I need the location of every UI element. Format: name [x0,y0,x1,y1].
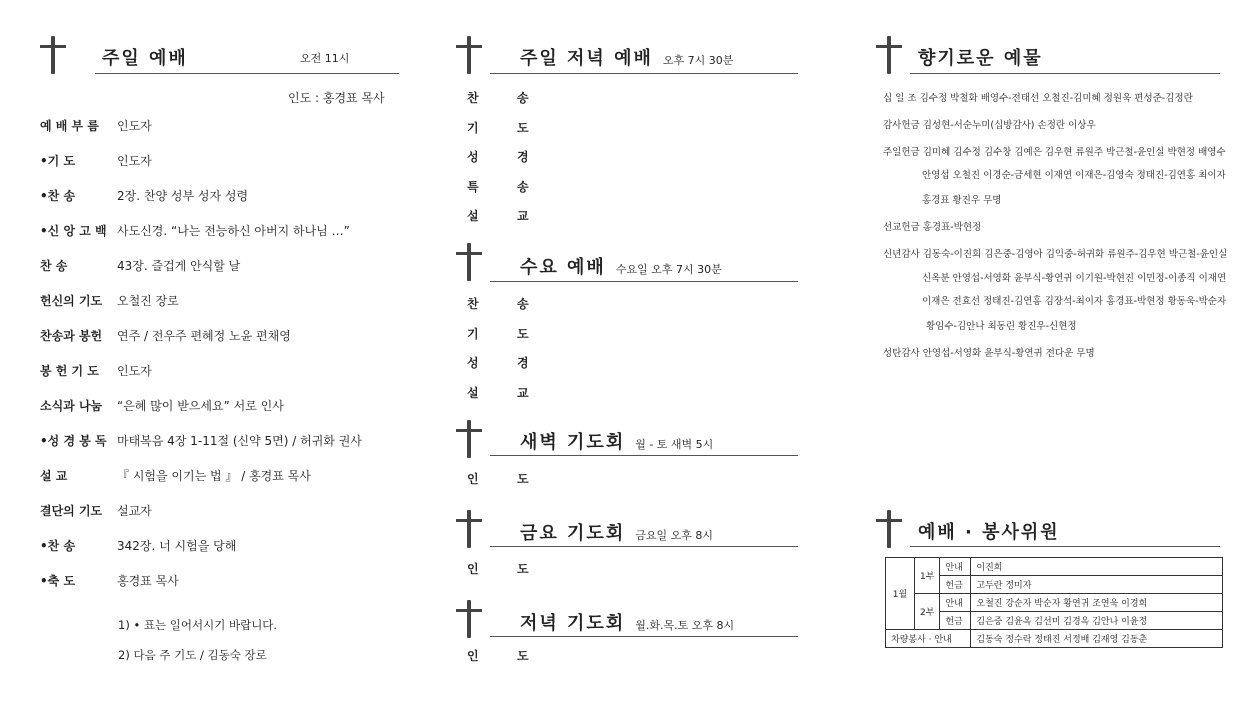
cross-icon [456,510,482,548]
order-item [40,502,152,519]
order-item-value: 인도자 [117,364,152,378]
order-item [40,362,152,379]
order-item [40,572,179,589]
item-label-first: 인 [467,562,479,576]
item-label-second: 도 [517,649,529,663]
order-item-value: 오철진 장로 [117,294,179,308]
order-item-value: 342장. 너 시험을 당해 [117,539,237,553]
service-time: 오전 11시 [300,52,350,65]
order-item-label: •축 도 [40,574,76,588]
offering-line: 황임수-김안나 최동린 황진우-신현정 [926,321,1077,332]
order-item [40,432,362,449]
divider [490,636,798,637]
order-item-label: 찬 송 [40,259,68,273]
order-item [40,187,248,204]
divider [910,73,1220,74]
order-item-label: •성 경 봉 독 [40,434,107,448]
order-item-label: 헌신의 기도 [40,294,103,308]
offering-line: 이재은 전효선 정태진-김연홍 김장석-최이자 홍경표-박현정 황동욱-박순자 [922,296,1227,307]
cross-icon [40,36,66,74]
role-cell: 헌금 [940,576,971,594]
item-label-first: 설 [467,385,479,400]
divider [910,546,1220,547]
role-cell: 안내 [940,594,971,612]
order-item-label: 결단의 기도 [40,504,103,518]
cross-icon [456,420,482,458]
volunteers-table [885,557,1223,648]
section-title: 금요 기도회 금요일 오후 8시 [520,523,713,544]
order-item [40,222,350,239]
names-cell: 오철진 강순자 박순자 황연귀 조연욱 이경희 [971,594,1223,612]
order-item-value: 43장. 즐겁게 안식할 날 [117,259,241,273]
item-label-second: 도 [517,326,529,341]
item-label-first: 특 [467,179,479,194]
order-item-label: •찬 송 [40,189,76,203]
order-item [40,537,236,554]
order-item-value: 『 시험을 이기는 법 』 / 홍경표 목사 [117,469,311,483]
order-item-value: 홍경표 목사 [117,574,179,588]
divider [490,281,798,282]
offering-line: 신옥분 안영섭-서영화 윤부식-황연귀 이기원-박현진 이민정-이종직 이재연 [922,273,1227,284]
section-title: 주일 예배 [102,48,188,69]
names-cell: 김은중 김윤옥 김선미 김경옥 김안나 이윤정 [971,612,1223,630]
order-item [40,397,284,414]
order-item-label: 설 교 [40,469,68,483]
item-label-second: 도 [517,472,529,486]
order-item-label: 소식과 나눔 [40,399,103,413]
item-label-second: 송 [517,297,529,311]
order-item-label: •신 앙 고 백 [40,224,107,238]
note: 1) • 표는 일어서시기 바랍니다. [118,618,278,632]
order-item-label: •기 도 [40,154,76,168]
order-item-value: 2장. 찬양 성부 성자 성령 [117,189,249,203]
item-label-first: 성 [467,356,479,370]
role-cell: 안내 [940,558,971,576]
order-item [40,467,311,484]
note: 2) 다음 주 기도 / 김동숙 장로 [118,648,267,662]
item-label-second: 교 [517,385,529,400]
item-label-second: 도 [517,120,529,135]
order-item-value: “은혜 많이 받으세요” 서로 인사 [117,399,284,413]
section-title: 새벽 기도회 월 - 토 새벽 5시 [520,432,714,453]
item-label-first: 기 [467,120,479,135]
item-label-second: 교 [517,209,529,223]
offering-line: 안영섭 오철진 이경순-금세현 이재연 이재은-김영숙 정태진-김연홍 최이자 [922,170,1226,181]
order-item-value: 사도신경. “나는 전능하신 아버지 하나님 …” [117,224,350,238]
offering-line: 성탄감사 안영섭-서영화 윤부식-황연귀 전다운 무명 [883,348,1095,359]
service-leader: 인도 : 홍경표 목사 [288,91,385,105]
cross-icon [876,510,902,548]
month-cell: 1월 [886,558,915,630]
offering-line: 홍경표 황진우 무명 [922,195,1002,206]
item-label-second: 경 [517,356,529,370]
order-item [40,117,152,134]
order-item [40,257,240,274]
divider [490,455,798,456]
order-item-label: 예 배 부 름 [40,119,99,133]
role-cell: 헌금 [940,612,971,630]
order-item-label: •찬 송 [40,539,76,553]
order-item-value: 인도자 [117,119,152,133]
item-label-second: 경 [517,150,529,164]
offering-line: 신년감사 김동숙-이진희 김은중-김영아 김익중-허귀화 류원주-김우현 박근철-윤인실 [883,249,1228,260]
item-label-second: 송 [517,91,529,105]
item-label-first: 설 [467,209,479,223]
divider [490,546,798,547]
order-item [40,152,152,169]
item-label-first: 인 [467,649,479,663]
section-title: 주일 저녁 예배 오후 7시 30분 [520,48,734,69]
cross-icon [456,600,482,638]
part-cell: 1부 [915,558,940,594]
order-item-value: 인도자 [117,154,152,168]
order-item-value: 마태복음 4장 1-11절 (신약 5면) / 허귀화 권사 [117,434,362,448]
order-item [40,327,291,344]
section-title: 향기로운 예물 [918,48,1043,69]
divider [490,73,798,74]
item-label-first: 성 [467,150,479,164]
divider [95,73,399,74]
item-label-second: 도 [517,562,529,576]
driver-label-cell: 차량봉사 · 안내 [886,630,971,648]
offering-line: 선교헌금 홍경표-박현정 [883,222,982,233]
section-title: 예배 · 봉사위원 [918,522,1060,543]
offering-line: 감사헌금 김성현-서순누미(십방감사) 손정란 이상우 [883,120,1096,131]
names-cell: 김동숙 정수락 정태진 서정배 김재영 김동춘 [971,630,1223,648]
item-label-first: 기 [467,326,479,341]
offering-line: 주일헌금 김미혜 김수정 김수창 김예은 김우현 류원주 박근철-윤인실 박현정 배영수 [883,147,1226,158]
cross-icon [456,36,482,74]
offering-line: 십 일 조 김수정 박철화 배영수-전태선 오철진-김미혜 정원욱 편성준-김정란 [883,93,1193,104]
cross-icon [876,36,902,74]
names-cell: 이진희 [971,558,1223,576]
order-item-label: 찬송과 봉헌 [40,329,103,343]
order-item-label: 봉 헌 기 도 [40,364,99,378]
item-label-first: 찬 [467,297,479,311]
item-label-second: 송 [517,179,529,194]
names-cell: 고두란 정미자 [971,576,1223,594]
order-item-value: 연주 / 전우주 편혜정 노윤 편채영 [117,329,291,343]
item-label-first: 찬 [467,91,479,105]
cross-icon [456,243,482,281]
section-title: 저녁 기도회 월.화.목.토 오후 8시 [520,613,735,634]
section-title: 수요 예배 수요일 오후 7시 30분 [520,257,722,278]
part-cell: 2부 [915,594,940,630]
item-label-first: 인 [467,472,479,486]
order-item [40,292,179,309]
order-item-value: 설교자 [117,504,152,518]
